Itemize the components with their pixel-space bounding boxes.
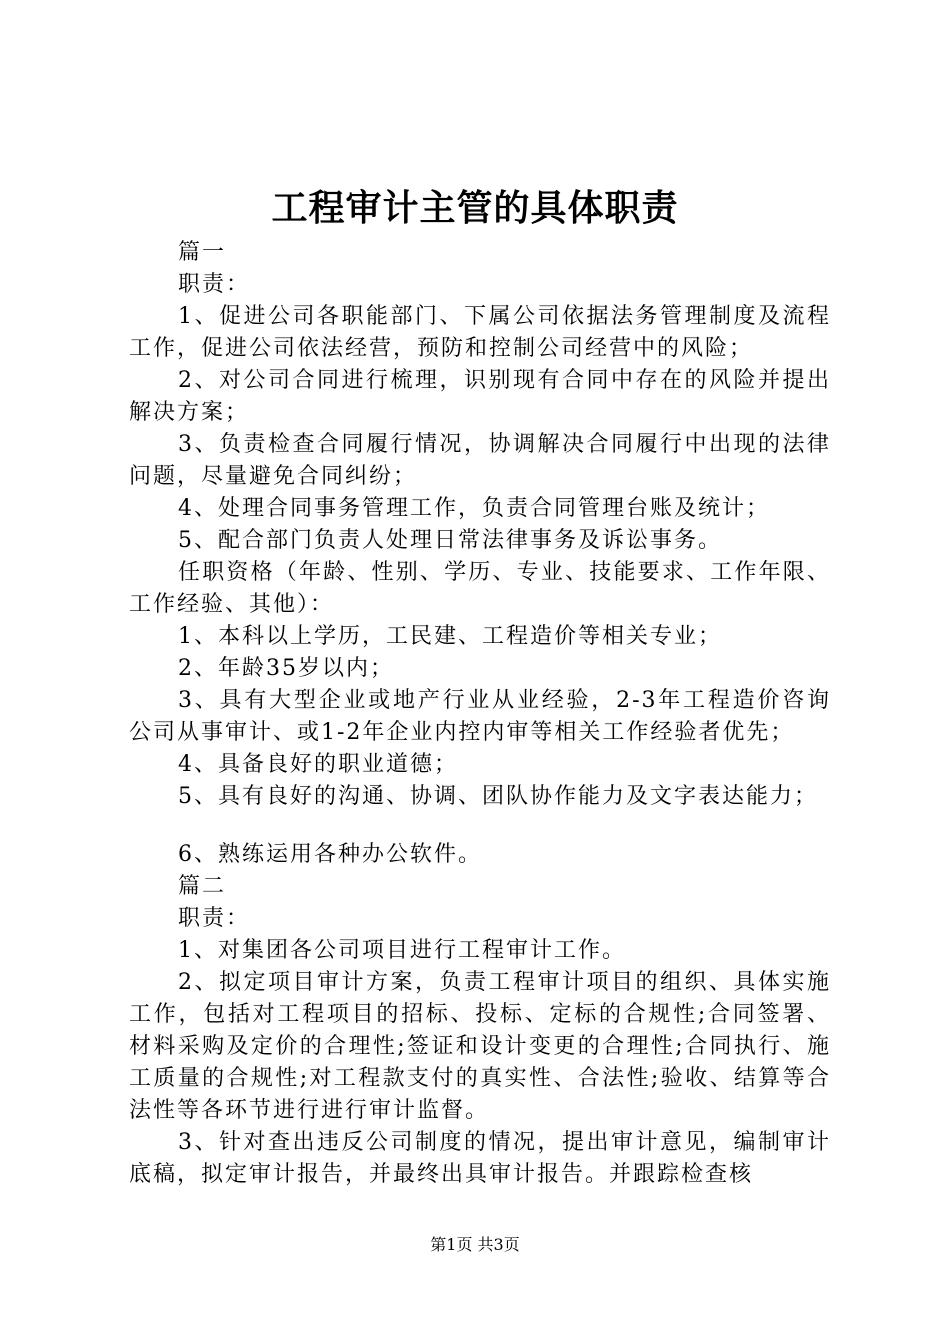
paragraph: 3、具有大型企业或地产行业从业经验，2-3年工程造价咨询公司从事审计、或1-2年企业内控内审等相关工作经验者优先； <box>129 688 831 745</box>
duties-heading-1: 职责： <box>178 272 251 297</box>
section-heading-1: 篇一 <box>178 240 227 265</box>
paragraph: 2、拟定项目审计方案，负责工程审计项目的组织、具体实施工作，包括对工程项目的招标、投标、定标的合规性;合同签署、材料采购及定价的合理性;签证和设计变更的合理性;合同执行、施工质量的合规性;对工程款支付的真实性、合法性;验收、结算等合法性等各环节进行进行审计监督。 <box>129 970 831 1123</box>
paragraph: 4、处理合同事务管理工作，负责合同管理台账及统计； <box>178 496 770 521</box>
paragraph: 5、配合部门负责人处理日常法律事务及诉讼事务。 <box>178 528 722 553</box>
paragraph: 4、具备良好的职业道德； <box>178 752 458 777</box>
qualifications-heading: 任职资格（年龄、性别、学历、专业、技能要求、工作年限、工作经验、其他）： <box>129 560 831 617</box>
page-title: 工程审计主管的具体职责 <box>271 187 679 229</box>
duties-heading-2: 职责： <box>178 906 251 931</box>
paragraph: 2、年龄35岁以内； <box>178 656 394 681</box>
paragraph: 2、对公司合同进行梳理，识别现有合同中存在的风险并提出解决方案； <box>129 368 831 425</box>
page-number: 第1页 共3页 <box>430 1235 520 1254</box>
paragraph: 3、针对查出违反公司制度的情况，提出审计意见，编制审计底稿，拟定审计报告，并最终出具审计报告。并跟踪检查核 <box>129 1130 831 1187</box>
paragraph: 5、具有良好的沟通、协调、团队协作能力及文字表达能力； <box>178 784 818 809</box>
paragraph: 1、对集团各公司项目进行工程审计工作。 <box>178 938 626 963</box>
section-heading-2: 篇二 <box>178 874 227 899</box>
paragraph: 3、负责检查合同履行情况，协调解决合同履行中出现的法律问题，尽量避免合同纠纷； <box>129 432 831 489</box>
paragraph: 1、本科以上学历，工民建、工程造价等相关专业； <box>178 624 722 649</box>
paragraph: 1、促进公司各职能部门、下属公司依据法务管理制度及流程工作，促进公司依法经营，预防和控制公司经营中的风险； <box>129 304 831 361</box>
document-body <box>129 237 831 1191</box>
paragraph: 6、熟练运用各种办公软件。 <box>178 842 482 867</box>
